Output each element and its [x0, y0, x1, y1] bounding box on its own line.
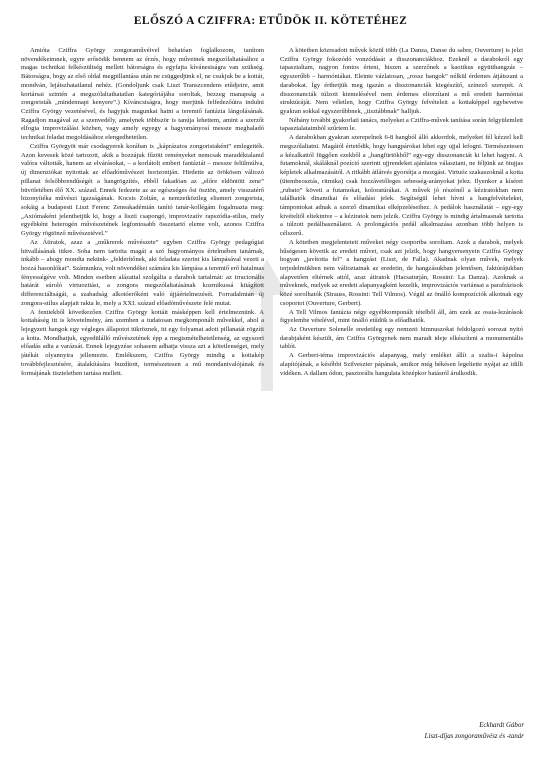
paragraph: Az Ouverture Solenelle eredetileg egy nemzeti himnuszokat feldolgozó sorozat nyitó darabjaként készült, ám Cziffra Györgynek nem maradt ideje elkészíteni a monumentális tablót. — [280, 326, 523, 351]
paragraph: A kötetben megjelentetett műveket négy csoportba soroltam. Azok a darabok, melyek hűségesen követik az eredeti művet, csak azt jelzik, hogy hangversenyein Cziffra György hogyan „javította fel” a hangzást (Liszt, de Falla). Akadnak olyan művek, melyek terjedelmükben nem változtatnak az eredetin, de hangzásukban jelentősen, faktúrájukban alapvetően eltérnek attól, azaz átiratok (Hacsaturján, Rossini: La Danza). Azoknak a műveknek, melyek az eredeti alapanyagként kezelik, improvizációs variánsai a parafrázisok közé sorolhatók (Strauss, Rossini: Tell Vilmos). Végül az önálló kompozíciók alkotnak egy csoportot (Ouverture, Gerbert). — [280, 238, 523, 307]
paragraph: A fentiekből következően Cziffra György kottáit másképpen kell értelmeznünk. A kottaháség itt is követelmény, ám szemben a tudatosan megkomponált művekkel, ahol a lejegyzett hangok egy végleges állapotot tükröznek, itt egy folyamat adott pillanatát rögzíti a kotta. Mondhatjuk, egyedülálló művészetének épp a megismételhetetlenség, az egyszeri előadás adta a varázsát. Ennek lejegyzése sohasem adhatja vissza azt a kötetlenséget, mely játékát olyannyira jellemezte. Emlékszem, Cziffra György mindig a kottakép továbbfejlesztésére, átalakítására buzdított, természetesen a mű mondanivalójának és formájának tiszteletben tartása mellett. — [21, 308, 264, 377]
paragraph: A kötetben közreadott művek közül több (La Danza, Danse du sabre, Ouverture) is jelzi Cziffra György fokozódó vonzódását a disszonanciákhoz. Ezeknél a darabokról egy tapasztaltam, nagyon fontos érteni, hiszen a szerzőnek a kaotikus együtthangzás – egyszerűbb – harmóniákat. Eleinte vázlatosan, „rossz hangok” nélkül érdemes átjátszani a darabokat. Így érthetjük meg igazán a disszonanciák kiegészítő, színező szerepét. A disszonanciák túlzott kiemelésével nem érdemes eltorzítani a mű eredeti harmóniai struktúráját. Nem véletlen, hogy Cziffra György felvételeit a kottaképpel egybevetve gyakran sokkal egyszerűbbnek, „tisztábbnak” halljuk. — [280, 47, 523, 116]
paragraph: Néhány további gyakorlati tanács, melyeket a Cziffra-művek tanítása során felgyülemlett tapasztalataimból szűrtem le. — [280, 116, 523, 133]
paragraph: Cziffra Györgyöt már csodagyerek korában is „káprázatos zongoristaként” emlegették. Azon kevesek közé tartozott, akik a hozzájuk fűzött reményeket nemcsak maradéktalanul valóra váltották, hanem az elvárásokat, – a korlátolt emberi fantáziát – messze felülmúlva, új dimenziókat nyitottak az előadóművészet horizontján. Hirdette az örökösen változó pillanat felsőbbrendűségét a hangrögzítés, ebből fakadóan az „előre eldöntött zene” büvöletében élő XX. század. Ennek fedezete az az egészséges ősi ösztön, amely visszatérő bizonyítéka művészi igazságának. Kocsis Zoltán, a nemzetközileg elismert zongorista, sokáig a budapesti Liszt Ferenc Zeneakadémián tanító tanár-kollégám fogalmazta meg: „Axiómaként jelenthetjük ki, hogy a liszti csapongó, improvizatív rapszódia-stílus, mely egyébként heterogén művészetének legfontosabb összetartó eleme volt, azonos Cziffra György rögtönző művészetével.” — [21, 142, 264, 238]
signature-name: Eckhardt Gábor — [479, 722, 524, 729]
paragraph: A darabokban gyakran szerepelnek 6-8 hangból álló akkordok, melyeket fél kézzel kell megszólaltatni. Magától értetődik, hogy hangpárokat lehet egy ujjal lefogni. Természetesen a kézalkattól függően ezekből a „hangfürtökből” egy-egy disszonanciát ki lehet hagyni. A futamoknál, skáláknál pozíció szerinti ujjrendeket ajánlatos választani, ne féljünk az ötujjas képletek alkalmazásától. A ritkább átlátvés gyorsítja a mozgást. Virtuóz szakaszoknál a kotta (ütembeosztás, ritmika) csak hozzávetőleges sebesség-arányokat jelez. Ilyenkor a kíséret „rubato” követi a futamokat, koloratúrákat. A művek jó részénél a kéziratokban nem találhatók dinamikai és előadási jelek. Segítségül lehet hívni a hangfelvételeket, támpontokat adnak a szerző dinamikai elképzeléseihez. A pedálok használatát – egy-egy kivételtől eltekintve – a kéziratok nem jelzik. Cziffra György is mindig ártalmasnak tartotta a túlzott pedálhasználatot. A prolongációs pedál alkalmazása azonban több helyen is célszerű. — [280, 134, 523, 238]
paragraph: Az Átiratok, azaz a „műkrerek művészete” egyben Cziffra György pedagógiai hitvallásának tükre. Soha nem tartotta magát a szó hagyományos értelmében tanárnak, inkább – ahogy mondta nekünk- „felderítőnek, aki feladata szerint kis lámpásával vezeti a hozzá hasonlókat”. Számunkra, volt növendékei számára kis lámpása a teremtő erő hatalmas fényességéve volt. Minden esetben alázattal szolgálta a darabok tartalmát: az irracionális határát súroló virtuozitást, a zongora megszólaltatásának kozmikussá kitágított differenciáltságát, a szabadság alkotóerőként való újjáértelmezését. Forradalmian új zongora-stílus alapjait rakta le, mely a XXI. század előadóművészete felé mutat. — [21, 238, 264, 307]
signature-role: Liszt-díjas zongoraművész és -tanár — [424, 733, 524, 740]
page-title: ELŐSZÓ A CZIFFRA: ETŰDÖK II. KÖTETÉHEZ — [133, 15, 408, 27]
paragraph: A Tell Vilmos fantázia négy egyébkomponált tételből áll, ám ezek az ossia-lezárások figyelembe vételével, mint önálló etűdök is előadhatók. — [280, 308, 523, 325]
left-column — [21, 47, 264, 737]
right-column — [280, 47, 523, 687]
watermark-logo — [243, 255, 291, 395]
paragraph: A Gerbert-téma improvizációs alapanyag, mely emléket állít a szalis-i kápolna alapítójának, a későbbi Szilveszter pápának, amikor még békésen legeltette nyájat az idilli vidéken. A dallam ódon, pasztorális hangulata középkor hatásról árulkodik. — [280, 352, 523, 377]
paragraph: Amióta Cziffra György zongoraművéivel behatóan foglalkozom, tanítom növendékeimnek, egyre erősödik bennem az érzés, hogy műveinek megszólaltatásához a magas technikai felkészültség mellett bátorságra és egyfajta kívánesiságra van szükség. Bátorságra, hogy az első oldal megpillantása után ne csüggedjünk el, ne csukjuk be a kottát, mondván, lejátszhatatlanul nehéz. (Gondoljunk csak Liszt Transzcendens etűdjeire, amit kortársai szintén a megszólaltathatatlan kategóriájába soroltak, bezzeg manapság a zongoristák „mindennapi kenyere”.) Kíváncsiságra, hogy merjünk felfedezőútra indulni Cziffra György vezetésével, és hagyjuk magunkat hatni a teremtő fantázia lángolásának. Ragadjon magával az a szenvedély, amelynek többször is tanúja lehettem, amint a szerzőt elfogta improvizálási közben, vagy amely egyegy a hagyományosí messze meghaladó technikai feladat megoldásához elengedhetetlen. — [21, 47, 264, 142]
